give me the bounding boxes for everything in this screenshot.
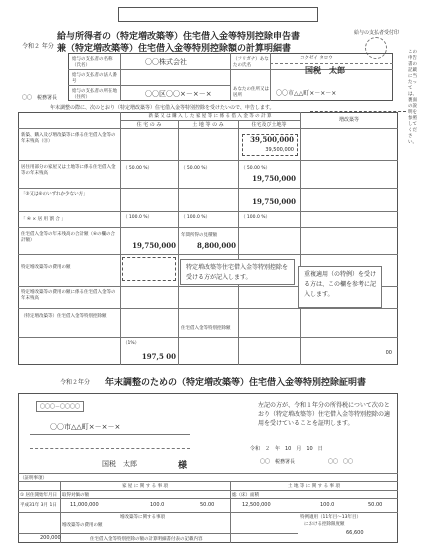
cert-house-header: 家 屋 に 関 す る 事 項 [121, 484, 168, 489]
pct-both: （ 50.00 %） [241, 166, 271, 171]
row-label-6: 特定増改築等の費用の額 [21, 265, 71, 270]
cert-era-year: 令和２年分 [60, 379, 91, 386]
limit-label: 年間所得の見積額 [181, 233, 217, 238]
half-value-2: 19,750,000 [252, 197, 296, 206]
payer-address: 〇〇区〇〇×－×－× [145, 90, 212, 98]
cert-special-value: 66,600 [346, 530, 364, 536]
total-value-2: 39,500,000 [265, 147, 294, 153]
col-land: 土 地 等 の み [192, 122, 224, 128]
deduction-rate: （1%） [123, 341, 140, 346]
cert-bottom-value: 200,000 [40, 535, 61, 541]
cert-statement: 左記の方が、令和１年分の所得税について次のとおり（特定増改築等）住宅借入金等特別控除の適用を受けていることを証明します。 [258, 402, 391, 427]
cert-land-cost: 12,500,000 [242, 502, 271, 508]
cert-reno-cost-label: 増改築等の費用の額 [62, 523, 103, 528]
pct2-land: （ 100.0 %） [181, 215, 211, 220]
cert-house-pct: 50.00 [200, 502, 215, 508]
callout-specific-reno: 特定増改築等住宅借入金等特別控除を受ける方が記入します。 [180, 259, 295, 285]
total-value-1: 39,500,000 [250, 135, 294, 144]
col-reno: 増改築等 [338, 117, 359, 123]
half-value: 19,750,000 [252, 174, 296, 183]
cert-house-ratio: 100.0 [150, 502, 165, 508]
era-year: 令和２ 年分 [22, 43, 54, 50]
cert-section-label: （証明事項） [20, 476, 47, 481]
reno-dashed-box [122, 257, 176, 281]
cert-date: 令和 ２ 年 10 月 10 日 [250, 446, 323, 452]
form-title-line2: 兼（特定増改築等）住宅借入金等特別控除額の計算明細書 [57, 44, 292, 54]
cert-cost-label: 取得対価の額 [62, 493, 89, 498]
calc-header: 新 築 又 は 購 入 し た 家 屋 等 に 係 る 借 入 金 等 の 計 算 [148, 114, 272, 119]
cert-office-stamp: 〇〇 〇〇 [328, 459, 354, 465]
cert-address: 〇〇市△△町×－×－× [50, 423, 121, 431]
cert-move-in-date: 平成31年 3月 1日 [20, 503, 57, 508]
col-both: 住宅及び土地等 [251, 122, 287, 128]
pct2-both: （ 100.0 %） [241, 215, 271, 220]
side-instructions: この申告書の記載に当たっては、裏面の説明を参照してください。 [408, 50, 417, 145]
applicant-address: 〇〇市△△町×－×－× [276, 90, 337, 97]
cert-special-label: 特例適用（11年目～13年目） [300, 515, 361, 520]
row-label-8: （特定増改築等）住宅借入金等特別控除額 [21, 314, 107, 319]
payer-note [118, 7, 318, 22]
cert-area-label: 総（床）面積 [232, 493, 259, 498]
pct2-house: （ 100.0 %） [123, 215, 153, 220]
cert-office: 〇〇 税務署長 [260, 459, 296, 465]
cert-house-cost: 11,000,000 [70, 502, 99, 508]
payer-name: 〇〇株式会社 [145, 58, 187, 66]
furigana: コクゼイ タロウ [300, 56, 333, 61]
row-label-7: 特定増改築等の費用の額に係る住宅借入金等の年末残高 [21, 290, 116, 301]
row6-value: 19,750,000 [132, 241, 176, 250]
row-label-3: 「⑤又は⑥のいずれか少ない方」 [21, 192, 88, 197]
furigana-label: （フリガナ）あなたの氏名 [233, 57, 269, 68]
payer-address-label: 給与の支払者の所在地（住所） [72, 89, 117, 100]
pct-house: （ 50.00 %） [123, 166, 153, 171]
address-label: あなたの住所又は居所 [233, 87, 269, 98]
callout-duplicate: 重複適用（の特例）を受ける方は、この欄を参考に記入します。 [298, 266, 382, 308]
cert-move-in-label: ① 居住開始年月日 [20, 493, 57, 498]
payer-name-label: 給与の支払者の名称（氏名） [72, 57, 113, 68]
cert-land-ratio: 100.0 [320, 502, 335, 508]
deduction-value: 197,5 00 [141, 352, 176, 361]
col-house: 住 宅 の み [136, 122, 162, 128]
form-title-line1: 給与所得者の（特定増改築等）住宅借入金等特別控除申告書 [57, 32, 301, 42]
final-value: 00 [385, 350, 392, 356]
cert-bottom-note: 住宅借入金等特別控除の額の計算明細書付表の記載内容 [90, 537, 203, 542]
row-label-1: 新築、購入及び増改築等に係る住宅借入金等の年末残高（⑪） [21, 133, 116, 144]
cert-postal-stamp: 〇〇〇－〇〇〇〇 [36, 401, 84, 412]
payer-number-label: 給与の支払者の法人番号 [72, 73, 117, 84]
cert-title: 年末調整のための（特定増改築等）住宅借入金等特別控除証明書 [105, 378, 367, 388]
deduction-label: 住宅借入金等特別控除額 [181, 326, 231, 331]
receipt-label: 給与の支払者受付印 [354, 30, 400, 36]
limit-value: 8,800,000 [197, 241, 236, 250]
cert-reno-header: 増改築等に関する事項 [120, 515, 165, 520]
cert-land-header: 土 地 等 に 関 す る 事 項 [288, 484, 340, 489]
row-label-5: 住宅借入金等の年末残高の合計額（⑥の欄の合計額） [21, 232, 116, 243]
applicant-name: 国税 太郎 [305, 65, 345, 75]
cert-land-pct: 50.00 [368, 502, 383, 508]
cert-special-sub: における控除限度額 [304, 522, 345, 527]
intro-text: 年末調整の際に、次のとおり（特定増改築等）住宅借入金等特別控除を受けたいので、申告します。 [50, 105, 275, 111]
row-label-4: 「 ④ × 居 用 割 合 」 [21, 217, 66, 222]
cert-name: 国税 太郎 [102, 460, 137, 468]
row-label-2: 居住用部分の家屋又は土地等に係る住宅借入金等の年末残高 [21, 165, 116, 176]
pct-land: （ 50.00 %） [181, 166, 211, 171]
tax-office: 〇〇 税務署長 [22, 95, 58, 101]
cert-sama: 様 [178, 461, 188, 471]
